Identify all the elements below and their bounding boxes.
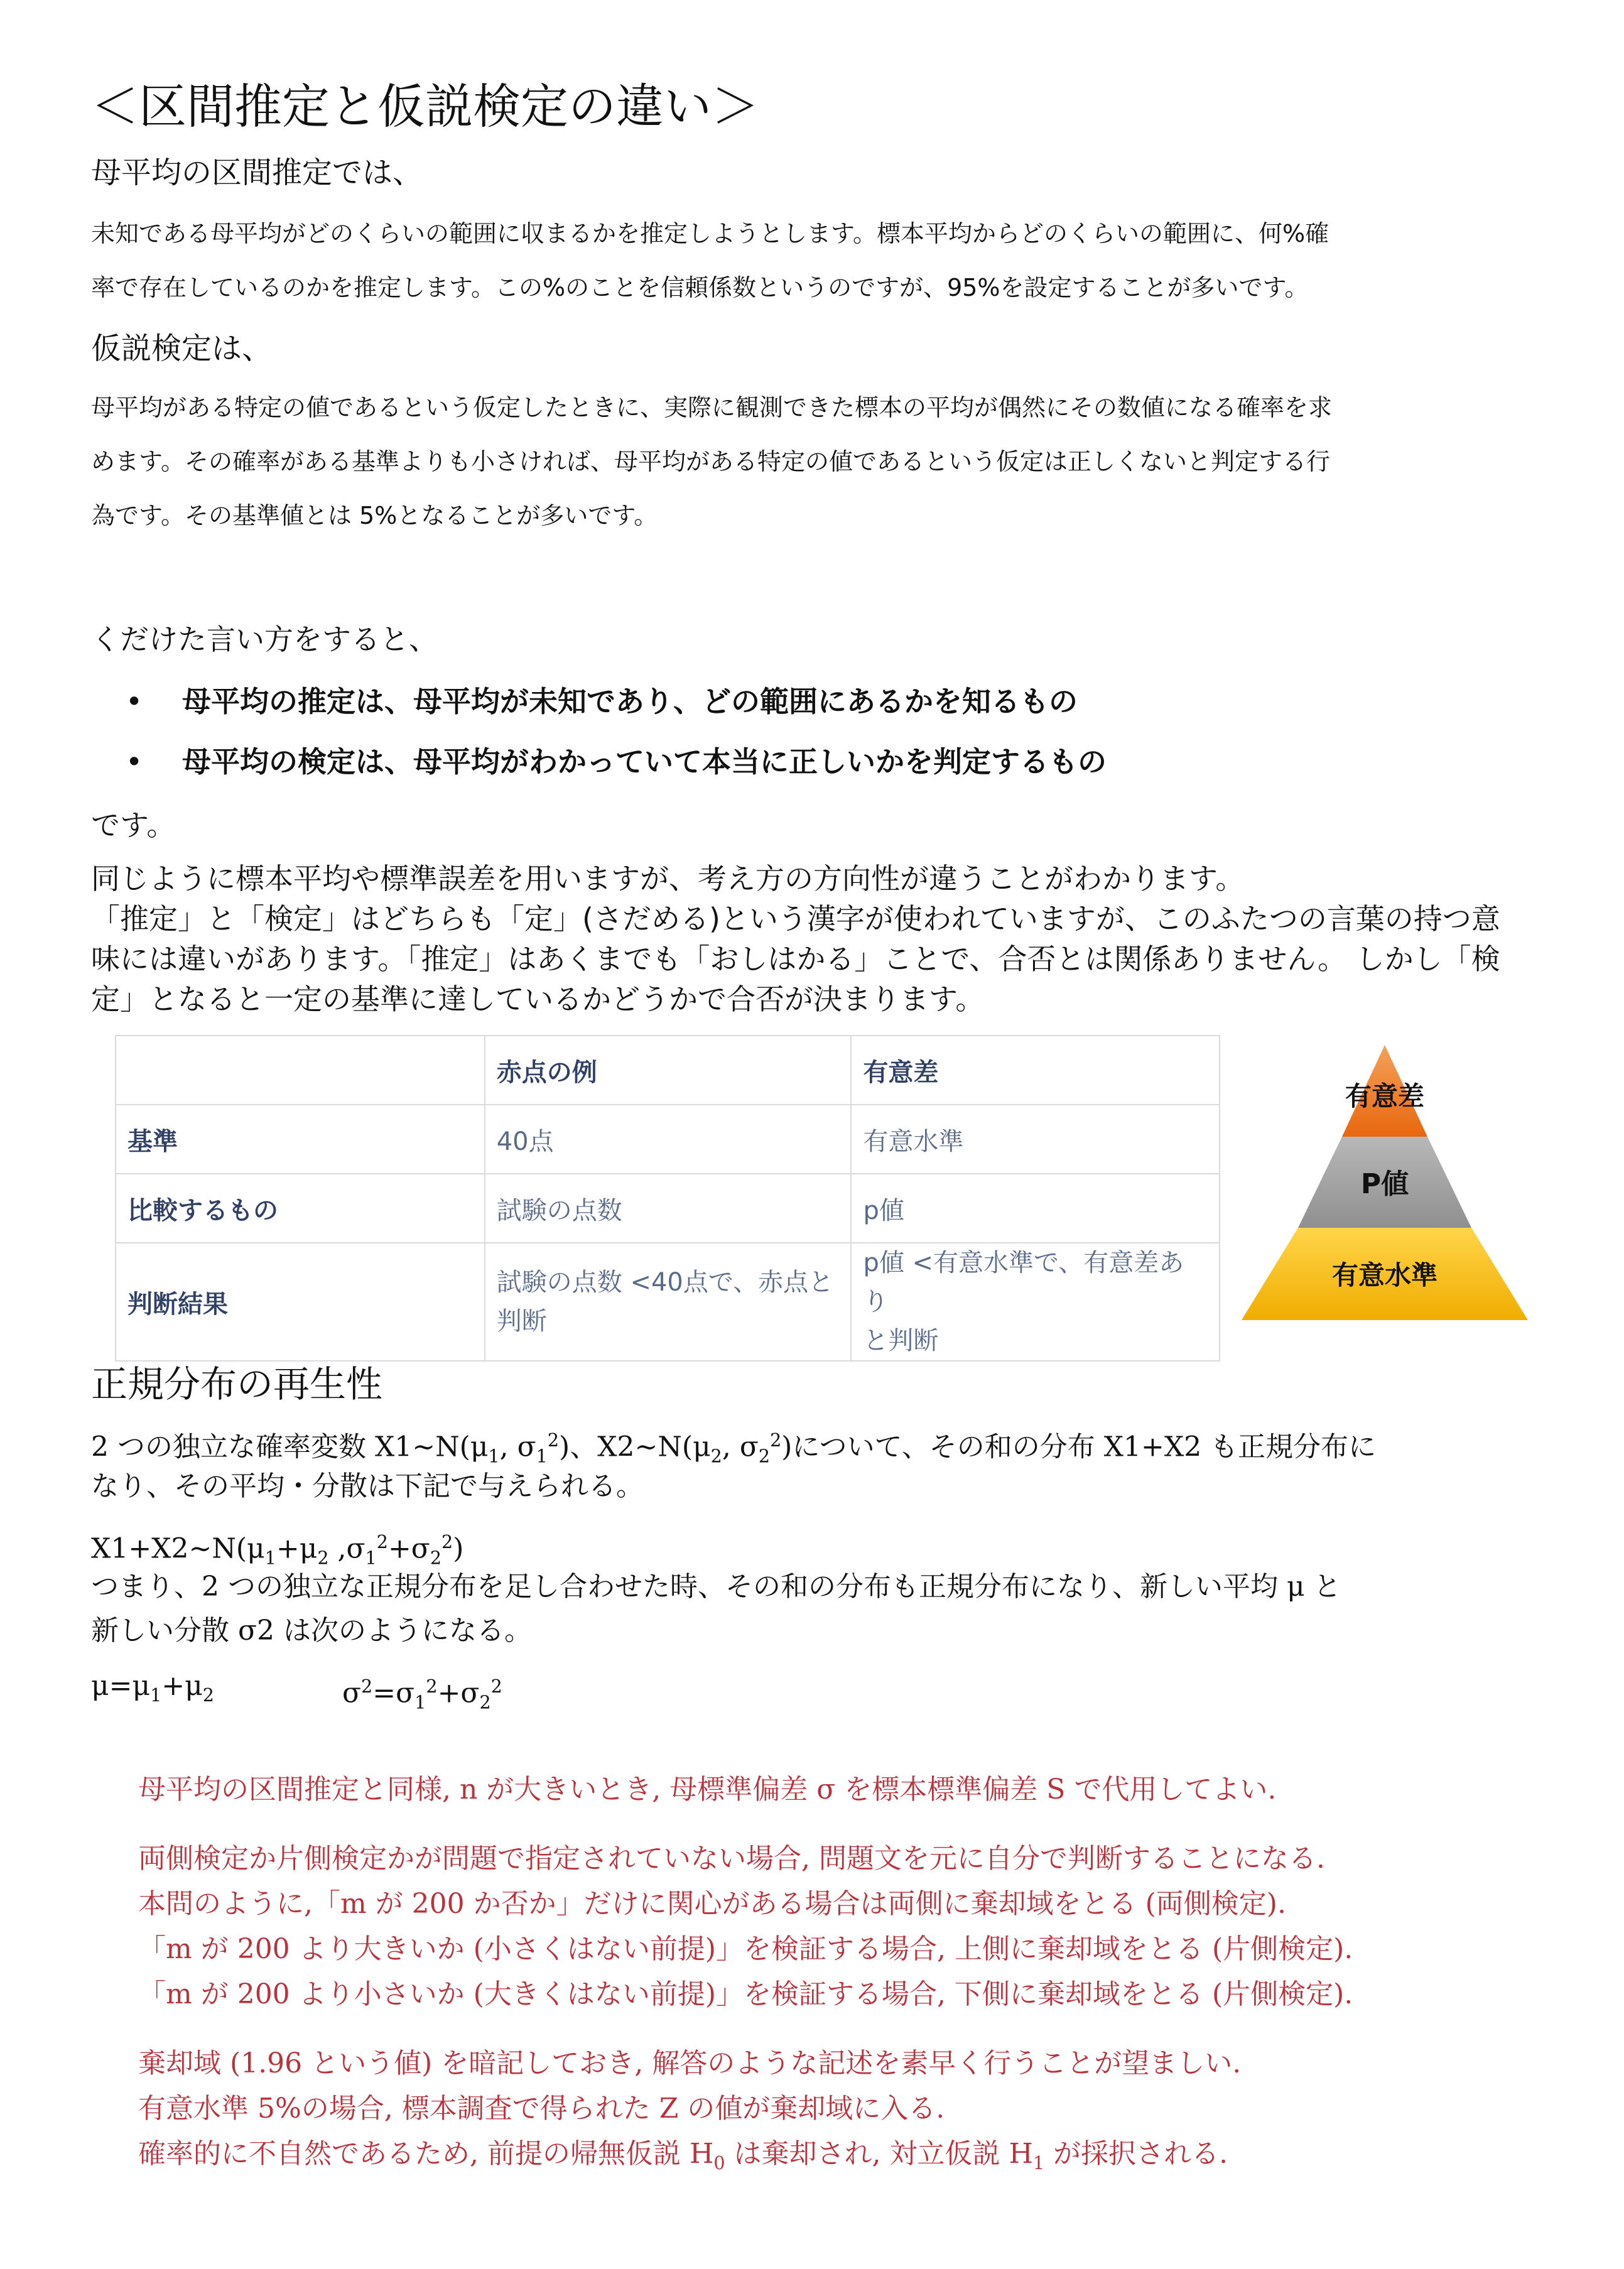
table-cell: 試験の点数 xyxy=(485,1174,852,1243)
bullet-estimation xyxy=(132,683,1078,720)
normal-line-3: つまり、2 つの独立な正規分布を足し合わせた時、その和の分布も正規分布になり、新しい平均 μ と xyxy=(91,1571,1341,1603)
pyramid-top-label: 有意差 xyxy=(1345,1081,1425,1112)
table-cell: p値 <有意水準で、有意差あり と判断 xyxy=(851,1243,1220,1361)
note-line-2: 両側検定か片側検定かが問題で指定されていない場合, 問題文を元に自分で判断することになる. xyxy=(138,1843,1325,1875)
table-cell: 試験の点数 <40点で、赤点と 判断 xyxy=(485,1243,852,1361)
note-line-7: 有意水準 5%の場合, 標本調査で得られた Z の値が棄却域に入る. xyxy=(138,2093,945,2125)
table-cell: 40点 xyxy=(485,1105,852,1174)
paragraph-line-3: 味には違いがあります。「推定」はあくまでも「おしはかる」ことで、合否とは関係ありません。 しかし「検 xyxy=(91,942,1500,976)
note-line-1: 母平均の区間推定と同様, n が大きいとき, 母標準偏差 σ を標本標準偏差 S で代用してよい. xyxy=(138,1774,1277,1806)
table-header-cell: 有意差 xyxy=(851,1036,1220,1105)
table-header-row xyxy=(116,1036,1220,1105)
table-header-cell: 赤点の例 xyxy=(485,1036,852,1105)
table-row xyxy=(116,1243,1220,1361)
table-row xyxy=(116,1105,1220,1174)
pyramid-bottom-label: 有意水準 xyxy=(1331,1260,1438,1291)
note-line-6: 棄却域 (1.96 という値) を暗記しておき, 解答のような記述を素早く行うことが望ましい. xyxy=(138,2047,1242,2079)
casual-outro: です。 xyxy=(91,808,176,842)
normal-line-2: なり、その平均・分散は下記で与えられる。 xyxy=(91,1470,644,1502)
interval-line-1: 未知である母平均がどのくらいの範囲に収まるかを推定しようとします。標本平均からどのくらいの範囲に、何%確 xyxy=(91,220,1329,247)
comparison-table xyxy=(115,1035,1220,1362)
note-line-5: 「m が 200 より小さいか (大きくはない前提)」を検証する場合, 下側に棄却域をとる (片側検定). xyxy=(138,1978,1353,2010)
paragraph-line-4: 定」となると一定の基準に達しているかどうかで合否が決まります。 xyxy=(91,982,985,1016)
interval-heading: 母平均の区間推定では、 xyxy=(91,155,423,190)
table-row-header: 基準 xyxy=(116,1105,485,1174)
table-row-header: 判断結果 xyxy=(116,1243,485,1361)
bullet-testing xyxy=(132,743,1107,781)
interval-line-2: 率で存在しているのかを推定します。この%のことを信頼係数というのですが、95%を設定することが多いです。 xyxy=(91,274,1309,301)
table-row xyxy=(116,1174,1220,1243)
normal-line-4: 新しい分散 σ2 は次のようになる。 xyxy=(91,1615,533,1647)
paragraph-line-2: 「推定」と「検定」はどちらも「定」(さだめる)という漢字が使われていますが、このふたつの言葉の持つ意 xyxy=(91,902,1500,936)
normal-line-1: 2 つの独立な確率変数 $X1\sim N(\mu_1$, $\sigma_1^2$)、$X2\sim N(\mu_2$, $\sigma_2^2$)について、その和の分布 X1+X2 も正規分布に xyxy=(91,1429,1377,1467)
note-line-3: 本問のように,「m が 200 か否か」だけに関心がある場合は両側に棄却域をとる (両側検定). xyxy=(138,1888,1286,1920)
hypothesis-line-2: めます。その確率がある基準よりも小さければ、母平均がある特定の値であるという仮定は正しくないと判定する行 xyxy=(91,448,1330,475)
normal-heading: 正規分布の再生性 xyxy=(91,1363,383,1405)
table-cell: 有意水準 xyxy=(851,1105,1220,1174)
note-line-4: 「m が 200 より大きいか (小さくはない前提)」を検証する場合, 上側に棄却域をとる (片側検定). xyxy=(138,1933,1353,1965)
note-line-8: 確率的に不自然であるため, 前提の帰無仮説 $H_0$ は棄却され, 対立仮説 $H_1$ が採択される. xyxy=(138,2138,1228,2174)
paragraph-line-1: 同じように標本平均や標準誤差を用いますが、考え方の方向性が違うことがわかります。 xyxy=(91,862,1245,896)
formula-variance: $\sigma^2=\sigma_1^2+\sigma_2^2$ xyxy=(342,1676,502,1713)
hypothesis-line-3: 為です。その基準値とは 5%となることが多いです。 xyxy=(91,502,658,529)
casual-intro: くだけた言い方をすると、 xyxy=(91,622,438,656)
page-title: ＜区間推定と仮説検定の違い＞ xyxy=(91,79,759,134)
pyramid-middle-label: P値 xyxy=(1360,1168,1409,1200)
hypothesis-heading: 仮説検定は、 xyxy=(91,331,273,366)
table-row-header: 比較するもの xyxy=(116,1174,485,1243)
hypothesis-line-1: 母平均がある特定の値であるという仮定したときに、実際に観測できた標本の平均が偶然にその数値になる確率を求 xyxy=(91,394,1333,421)
formula-mean: $\mu=\mu_1+\mu_2$ xyxy=(91,1670,214,1706)
significance-pyramid xyxy=(1234,1042,1535,1322)
table-header-cell xyxy=(116,1036,485,1105)
bullet-estimation-text: 母平均の推定は、母平均が未知であり、どの範囲にあるかを知るもの xyxy=(182,685,1078,718)
table-cell: p値 xyxy=(851,1174,1220,1243)
formula-sum: $X1+X2\sim N(\mu_1+\mu_2$ $,\sigma_1^2+\sigma_2^2$) xyxy=(91,1531,464,1569)
bullet-testing-text: 母平均の検定は、母平均がわかっていて本当に正しいかを判定するもの xyxy=(182,745,1107,779)
